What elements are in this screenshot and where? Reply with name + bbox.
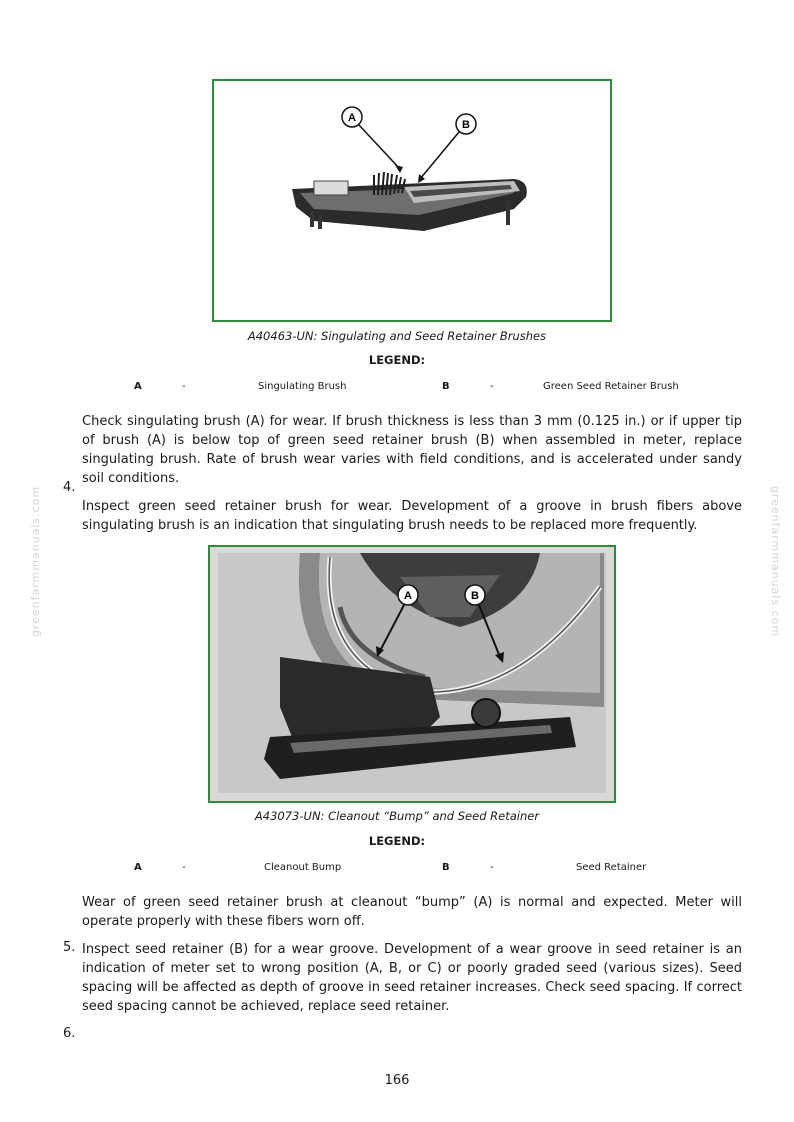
step-4-text: Inspect green seed retainer brush for wear. Development of a groove in brush fibers above singulating brush is an indication that singulating brush needs to be replaced more frequently. [82,499,742,533]
figure1-legend-title: LEGEND: [368,353,426,367]
figure2-legend-title: LEGEND: [368,834,426,848]
paragraph-cleanout-bump: Wear of green seed retainer brush at cleanout “bump” (A) is normal and expected. Meter will operate properly with these fibers worn off. [82,895,742,929]
watermark-right: greenfarmmanuals.com [769,485,783,638]
figure1-legend-row [0,381,794,397]
paragraph-singulating-brush: Check singulating brush (A) for wear. If brush thickness is less than 3 mm (0.125 in.) or if upper tip of brush (A) is below top of green seed retainer brush (B) when assembled in meter, replace singulating brush. Rate of brush wear varies with field conditions, and is accelerated under sandy soil conditions. [82,414,742,486]
callout-b-label: B [462,119,470,131]
legend-label-a: Singulating Brush [258,381,347,392]
legend-label-b: Seed Retainer [576,862,647,873]
step-5-number: 5. [63,940,76,955]
callout-b-label: B [471,590,479,602]
legend-label-a: Cleanout Bump [264,862,342,873]
figure-singulating-brushes [212,79,612,322]
watermark-left: greenfarmmanuals.com [29,485,43,638]
legend-letter-b: B [442,862,450,873]
figure2-legend-row [0,862,794,878]
figure2-caption: A43073-UN: Cleanout “Bump” and Seed Retainer [254,809,540,823]
step-6-number: 6. [63,1026,76,1041]
callout-a-label: A [348,112,356,124]
legend-dash: - [182,381,186,392]
step-5-text: Inspect seed retainer (B) for a wear groove. Development of a wear groove in seed retainer is an indication of meter set to wrong position (A, B, or C) or poorly graded seed (various sizes). Seed spacing will be affected as depth of groove in seed retainer increases. Check seed spacing. If correct seed spacing cannot be achieved, replace seed retainer. [82,942,742,1014]
callout-a-label: A [404,590,412,602]
legend-letter-a: A [134,862,142,873]
legend-dash: - [490,381,494,392]
brush-assembly-illustration [214,81,610,320]
step-4-number: 4. [63,480,76,495]
figure-cleanout-bump [208,545,616,803]
seed-retainer-photo-illustration [210,547,614,801]
page-number: 166 [384,1073,410,1088]
legend-letter-b: B [442,381,450,392]
legend-dash: - [182,862,186,873]
figure1-caption: A40463-UN: Singulating and Seed Retainer Brushes [247,329,547,343]
legend-letter-a: A [134,381,142,392]
legend-label-b: Green Seed Retainer Brush [543,381,679,392]
legend-dash: - [490,862,494,873]
